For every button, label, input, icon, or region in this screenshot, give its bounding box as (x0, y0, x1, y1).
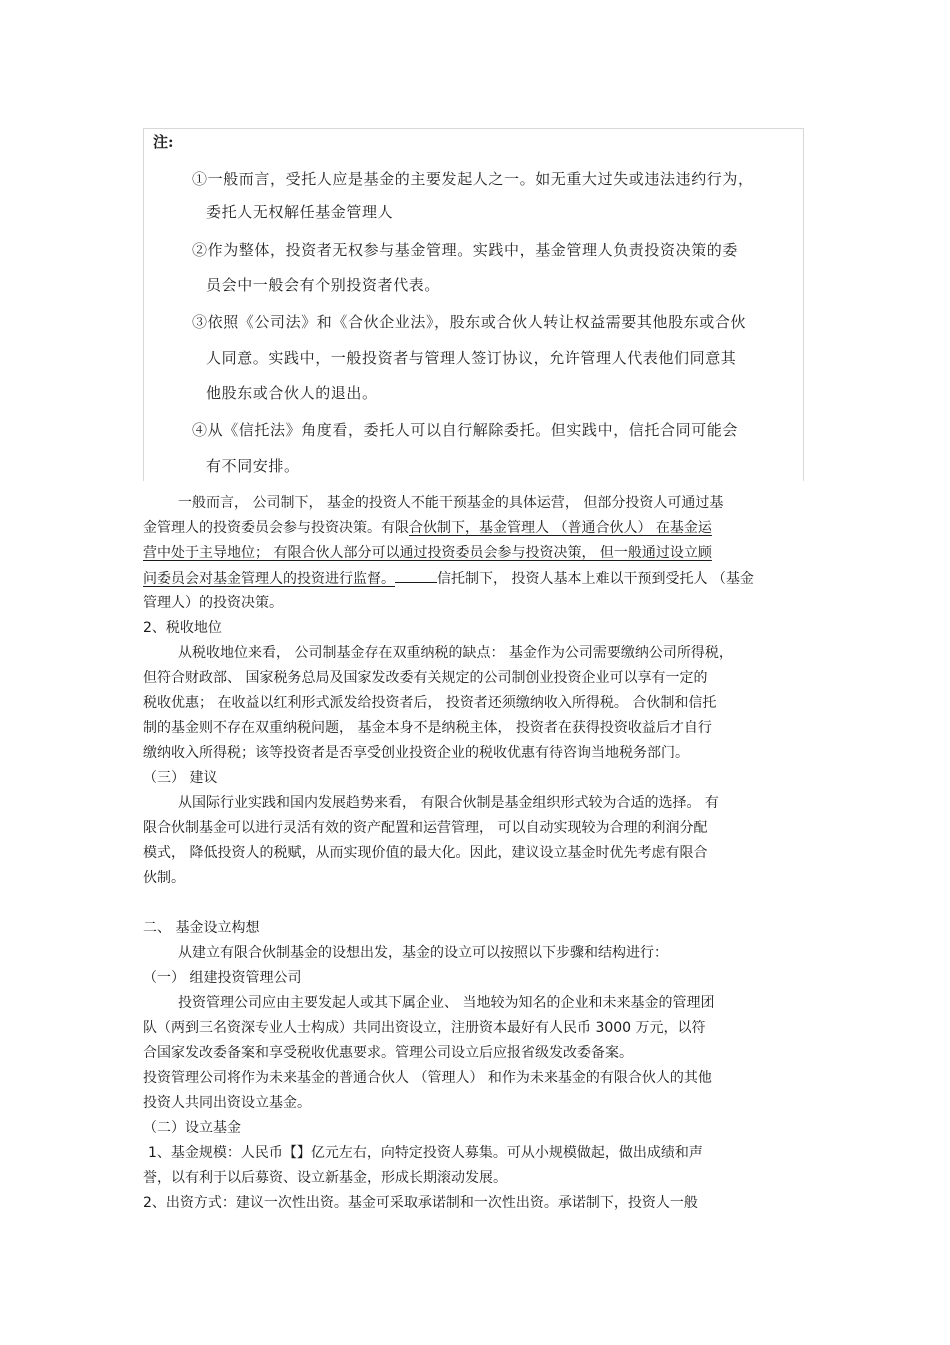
section-heading: （一） 组建投资管理公司 (143, 970, 302, 986)
body-line: 2、出资方式：建议一次性出资。基金可采取承诺制和一次性出资。承诺制下，投资人一般 (143, 1195, 698, 1211)
note-title: 注: (153, 133, 174, 151)
body-line: 从税收地位来看， 公司制基金存在双重纳税的缺点： 基金作为公司需要缴纳公司所得税， (178, 645, 733, 661)
note-line: ④从《信托法》角度看，委托人可以自行解除委托。但实践中，信托合同可能会 (192, 421, 739, 439)
body-line: 合国家发改委备案和享受税收优惠要求。管理公司设立后应报省级发改委备案。 (143, 1045, 633, 1061)
section-heading: （三） 建议 (143, 770, 218, 786)
body-line: 誉，以有利于以后募资、设立新基金，形成长期滚动发展。 (143, 1170, 507, 1186)
note-line: ③依照《公司法》和《合伙企业法》，股东或合伙人转让权益需要其他股东或合伙 (192, 313, 747, 331)
note-line: ②作为整体，投资者无权参与基金管理。实践中，基金管理人负责投资决策的委 (192, 241, 739, 259)
text-span: 金管理人的投资委员会参与投资决策。有限 (143, 520, 409, 536)
body-line (143, 518, 712, 538)
body-line: 投资管理公司应由主要发起人或其下属企业、 当地较为知名的企业和未来基金的管理团 (178, 995, 715, 1011)
body-line: 从建立有限合伙制基金的设想出发，基金的设立可以按照以下步骤和结构进行： (178, 945, 668, 961)
body-line: 队（两到三名资深专业人士构成）共同出资设立，注册资本最好有人民币 3000 万元，以符 (143, 1020, 706, 1036)
section-heading: （二）设立基金 (143, 1120, 241, 1136)
body-line: 缴纳收入所得税；该等投资者是否享受创业投资企业的税收优惠有待咨询当地税务部门。 (143, 745, 689, 761)
note-line: ①一般而言，受托人应是基金的主要发起人之一。如无重大过失或违法违约行为， (192, 170, 754, 188)
underlined-line: 营中处于主导地位； 有限合伙人部分可以通过投资委员会参与投资决策， 但一般通过设立顾 (143, 545, 712, 561)
body-line (143, 568, 754, 589)
body-line: 1、基金规模：人民币【】亿元左右，向特定投资人募集。可从小规模做起，做出成绩和声 (148, 1145, 703, 1161)
body-line: 投资管理公司将作为未来基金的普通合伙人 （管理人） 和作为未来基金的有限合伙人的其他 (143, 1070, 712, 1086)
section-heading: 二、 基金设立构想 (143, 920, 260, 936)
body-line: 投资人共同出资设立基金。 (143, 1095, 311, 1111)
body-line: 从国际行业实践和国内发展趋势来看， 有限合伙制是基金组织形式较为合适的选择。 有 (178, 795, 719, 811)
note-line: 员会中一般会有个别投资者代表。 (206, 276, 441, 294)
note-line: 他股东或合伙人的退出。 (206, 384, 378, 402)
section-heading: 2、税收地位 (143, 620, 222, 636)
underlined-text: 合伙制下，基金管理人 （普通合伙人） 在基金运 (409, 520, 712, 536)
underline-gap (395, 568, 437, 583)
note-line: 人同意。实践中，一般投资者与管理人签订协议，允许管理人代表他们同意其 (206, 349, 737, 367)
body-line: 模式， 降低投资人的税赋，从而实现价值的最大化。因此，建议设立基金时优先考虑有限合 (143, 845, 708, 861)
body-line: 一般而言， 公司制下， 基金的投资人不能干预基金的具体运营， 但部分投资人可通过基 (178, 495, 724, 511)
body-line: 但符合财政部、 国家税务总局及国家发改委有关规定的公司制创业投资企业可以享有一定的 (143, 670, 708, 686)
body-line: 管理人）的投资决策。 (143, 595, 283, 611)
text-span: 信托制下， 投资人基本上难以干预到受托人 （基金 (437, 571, 754, 587)
body-line: 税收优惠； 在收益以红利形式派发给投资者后， 投资者还须缴纳收入所得税。 合伙制和信托 (143, 695, 717, 711)
body-line: 限合伙制基金可以进行灵活有效的资产配置和运营管理， 可以自动实现较为合理的利润分配 (143, 820, 708, 836)
note-line: 有不同安排。 (206, 457, 300, 475)
note-line: 委托人无权解任基金管理人 (206, 203, 394, 221)
note-box (143, 128, 804, 481)
body-line: 制的基金则不存在双重纳税问题， 基金本身不是纳税主体， 投资者在获得投资收益后才自行 (143, 720, 712, 736)
underlined-text: 问委员会对基金管理人的投资进行监督。 (143, 571, 395, 587)
body-line: 伙制。 (143, 870, 185, 886)
